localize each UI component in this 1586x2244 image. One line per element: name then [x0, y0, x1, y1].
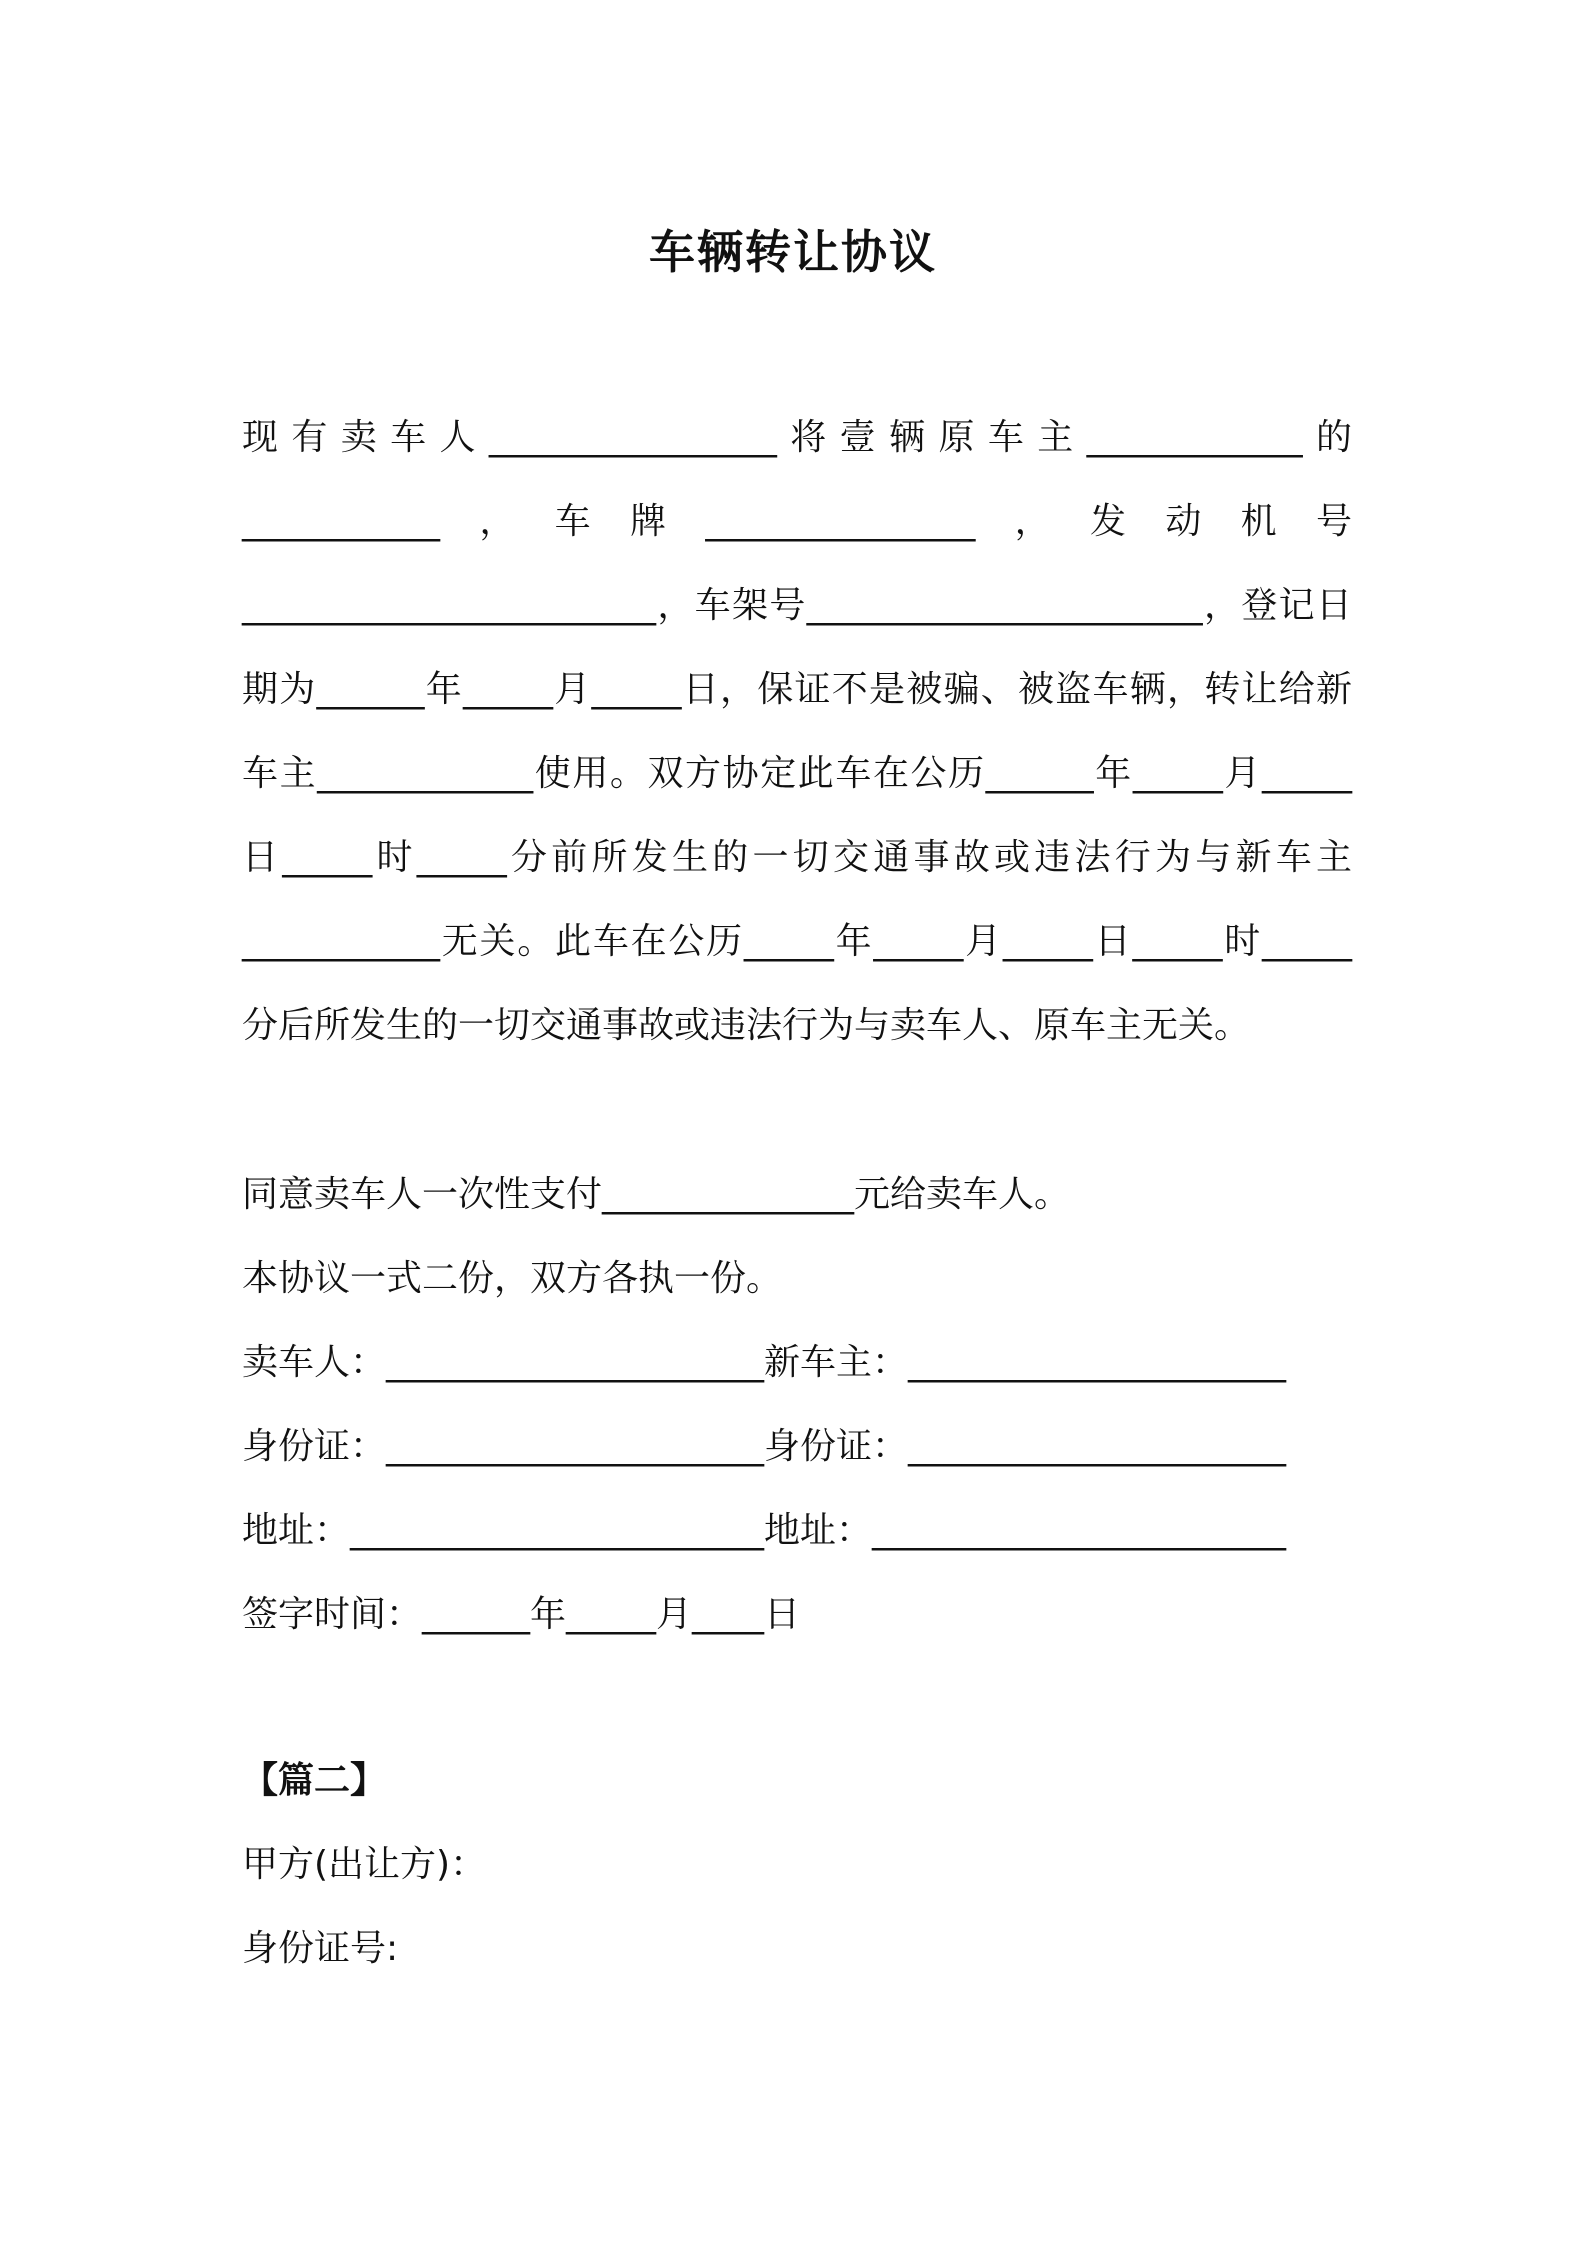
sign-date-line: 签字时间：______年_____月____日 [242, 1594, 801, 1635]
agreement-paragraph: 现有卖车人________________将壹辆原车主____________的___________，车牌_______________，发动机号_______________________，车架号______________________，登记日期为______年_____月_____日，保证不是被骗、被盗车辆，转让给新车主____________使用。双方协定此车在公历______年_____月_____日_____时_____分前所发生的一切交通事故或违法行为与新车主___________无关。此车在公历_____年_____月_____日_____时_____分后所发生的一切交通事故或违法行为与卖车人、原车主无关。 [242, 417, 1352, 1046]
document-title: 车辆转让协议 [649, 225, 937, 279]
section-heading: 【篇二】 [242, 1760, 387, 1801]
payment-line: 同意卖车人一次性支付______________元给卖车人。 [242, 1174, 1071, 1215]
address-line: 地址：_______________________地址：_______________________ [242, 1510, 1287, 1551]
id-number-line: 身份证号: [242, 1928, 399, 1969]
copies-line: 本协议一式二份，双方各执一份。 [242, 1258, 783, 1299]
seller-buyer-line: 卖车人：_____________________新车主：_____________________ [242, 1342, 1287, 1383]
id-card-line: 身份证：_____________________身份证：_____________________ [242, 1426, 1287, 1467]
party-a-line: 甲方(出让方)： [242, 1844, 487, 1885]
